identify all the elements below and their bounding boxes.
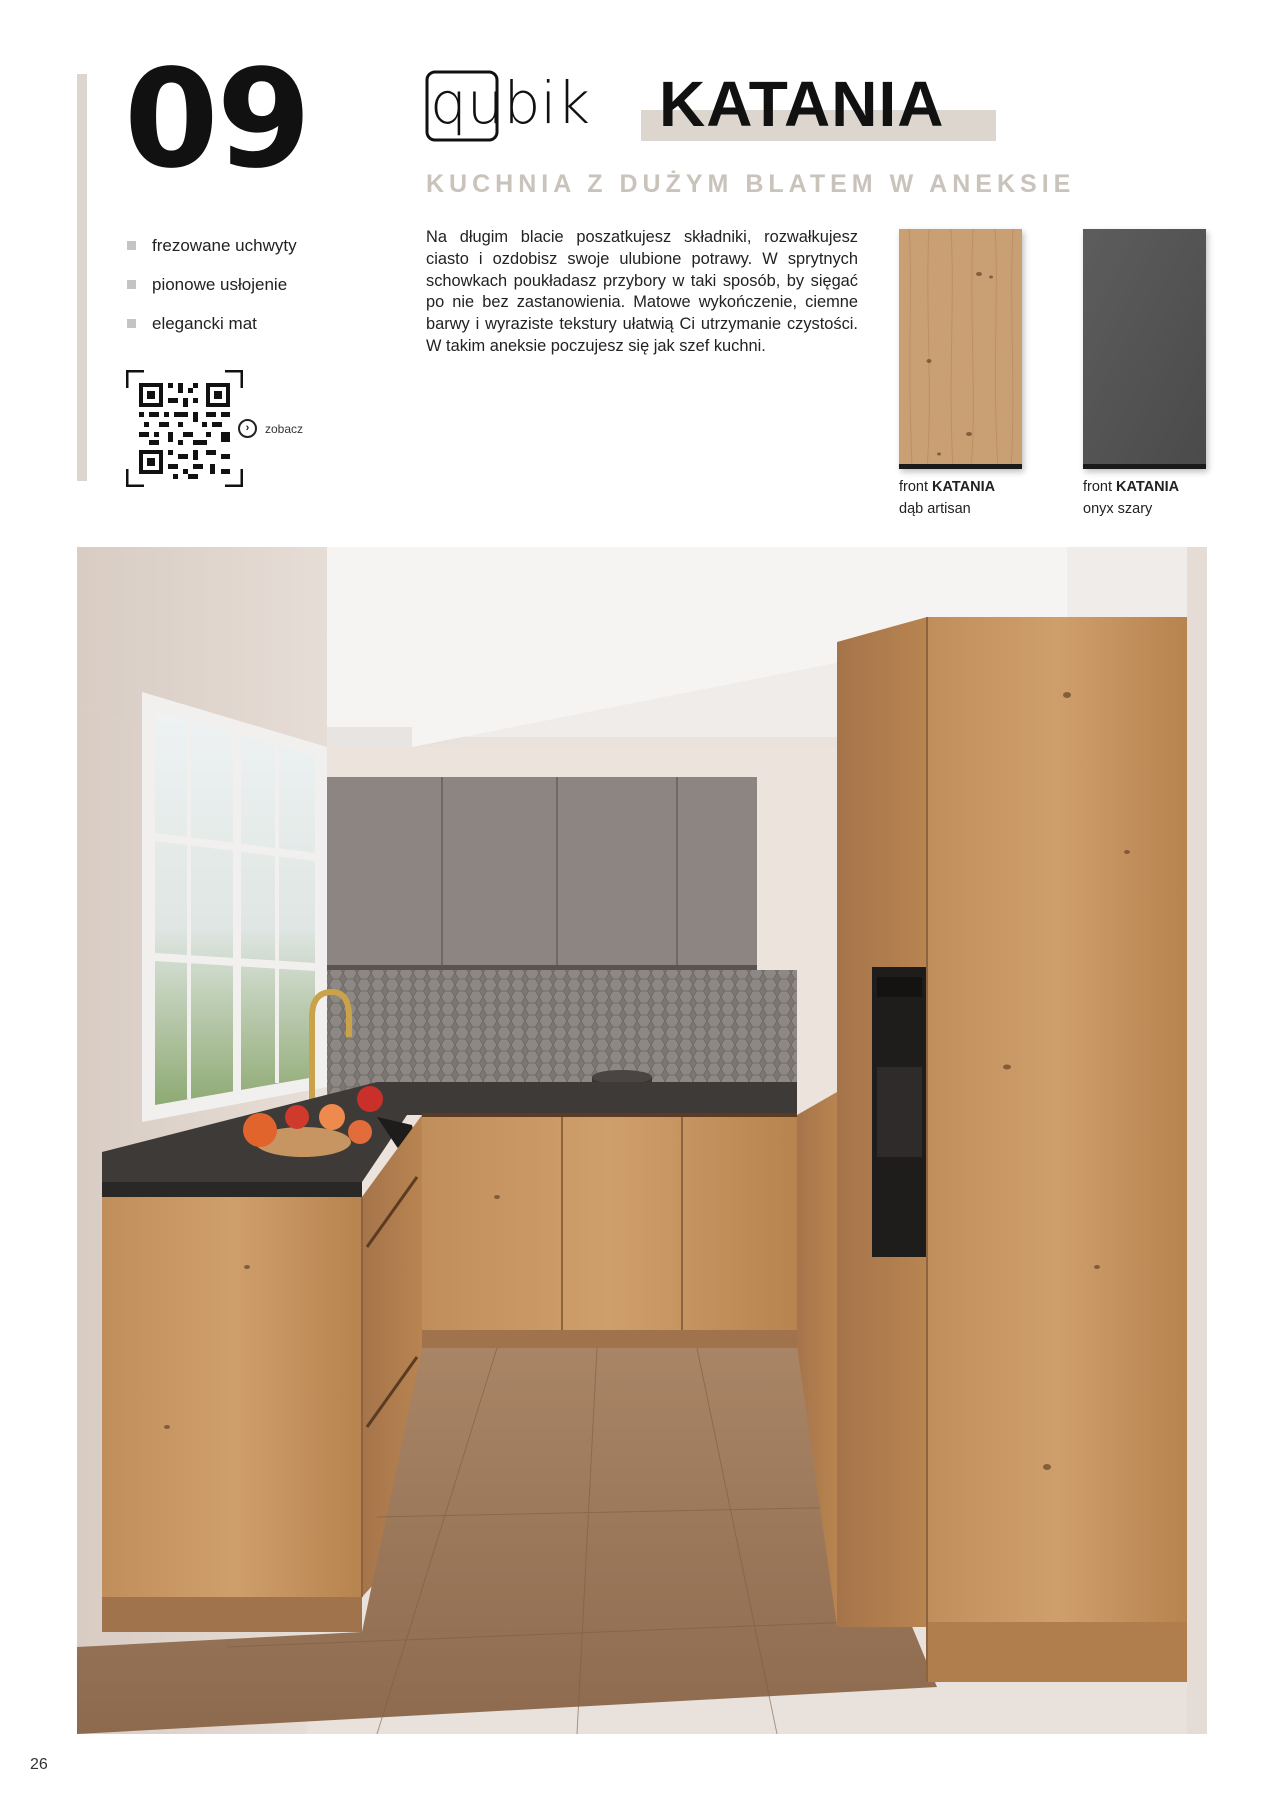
description-text: Na długim blacie poszatkujesz składniki, rozwałkujesz ciasto i ozdobisz swoje ulubione potrawy. W sprytnych schowkach poukładasz przybory w taki sposób, by sięgać po nie bez zastanowienia. Matowe wykończenie, ciemne barwy i wyraziste tekstury ułatwią Ci utrzymanie czystości. W takim aneksie poczujesz się jak szef kuchni.	[426, 228, 858, 355]
upper-cabinets	[327, 777, 757, 970]
front-swatch-onyx	[1083, 229, 1206, 469]
caption-name: KATANIA	[932, 479, 996, 495]
feature-item: frezowane uchwyty	[127, 226, 297, 265]
svg-text:qubik: qubik	[430, 69, 591, 137]
section-number: 09	[124, 41, 310, 199]
feature-item: pionowe usłojenie	[127, 265, 297, 304]
kitchen-photo	[77, 547, 1207, 1734]
front-swatch-oak	[899, 229, 1022, 469]
oak-texture	[899, 229, 1022, 469]
feature-item: elegancki mat	[127, 304, 297, 343]
caption-finish: onyx szary	[1083, 501, 1153, 517]
feature-list	[127, 226, 297, 343]
caption-prefix: front	[1083, 479, 1113, 495]
qr-see-link[interactable]	[238, 419, 303, 438]
front-caption-oak	[899, 476, 995, 520]
brand-header	[425, 66, 1045, 146]
qr-code[interactable]	[126, 370, 243, 487]
page-number: 26	[30, 1756, 48, 1773]
caption-finish: dąb artisan	[899, 501, 971, 517]
kitchen-illustration	[77, 547, 1207, 1734]
caption-name: KATANIA	[1116, 479, 1180, 495]
onyx-texture	[1083, 229, 1206, 469]
page-subtitle: KUCHNIA Z DUŻYM BLATEM W ANEKSIE	[426, 170, 1076, 198]
collection-name: KATANIA	[659, 68, 945, 140]
qubik-logo	[425, 66, 625, 146]
window	[142, 692, 327, 1122]
qr-link-label: zobacz	[265, 421, 304, 436]
chevron-right-icon: ›	[238, 419, 257, 438]
front-caption-onyx	[1083, 476, 1179, 520]
caption-prefix: front	[899, 479, 929, 495]
lower-cabinets-back	[422, 1113, 797, 1348]
left-accent-bar	[77, 74, 87, 481]
